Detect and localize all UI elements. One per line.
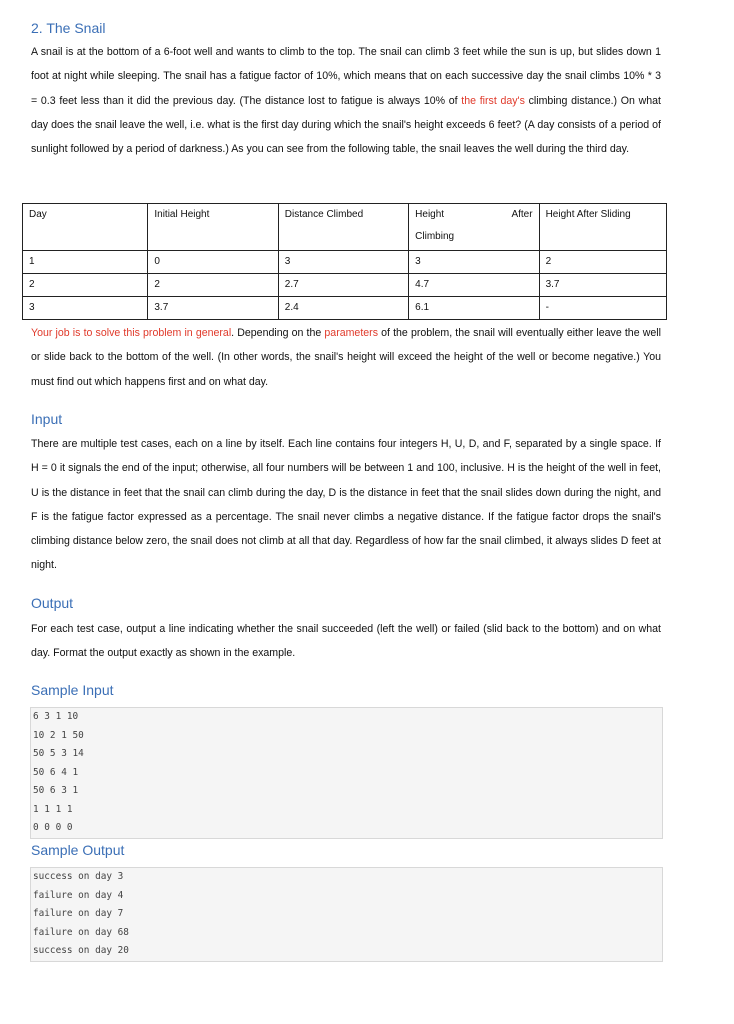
table-cell: 3 [23, 297, 148, 320]
code-line: 6 3 1 10 [33, 711, 79, 722]
code-line: failure on day 7 [33, 908, 124, 919]
table-cell: 2 [539, 251, 666, 274]
table-cell: 6.1 [409, 297, 539, 320]
table-row [23, 274, 667, 297]
header-word-climbing: Climbing [415, 231, 455, 242]
table-cell: 2.7 [278, 274, 408, 297]
parameters-highlight: parameters [324, 327, 378, 339]
job-highlight: Your job is to solve this problem in general [31, 327, 232, 339]
table-cell: 3 [409, 251, 539, 274]
table-row [23, 251, 667, 274]
table-cell: 3.7 [148, 297, 278, 320]
table-cell: 2.4 [278, 297, 408, 320]
sample-output-box [30, 867, 663, 962]
job-paragraph [31, 321, 661, 394]
code-line: 50 6 4 1 [33, 766, 79, 778]
intro-text-2: climbing distance.) On what day does the snail leave the well, i.e. what is the first day during which the snail's height exceeds 6 feet? (A day consists of a period of sunlight followed by a period of darkness.) As you can see from the following table, the snail leaves the well during the third day. [31, 94, 661, 156]
table-header-cell: Initial Height [148, 204, 278, 251]
job-text-2: of the problem, the snail will eventually either leave the well or slide back to the bottom of the well. (In other words, the snail's height will exceed the height of the well or become negative.) You must find out which happens first and on what day. [31, 327, 661, 388]
intro-text-1: A snail is at the bottom of a 6-foot well and wants to climb to the top. The snail can climb 3 feet while the sun is up, but slides down 1 foot at night while sleeping. The snail has a fatigue factor of 10%, which means that on each successive day the snail climbs 10% * 3 = 0.3 feet less than it did the previous day. (The distance lost to fatigue is always 10% of [31, 46, 661, 107]
sample-output-heading: Sample Output [31, 842, 125, 858]
code-line: 0 0 0 0 [33, 822, 73, 833]
intro-paragraph [31, 40, 661, 161]
code-line: 1 1 1 1 [33, 803, 73, 815]
sample-input-heading: Sample Input [31, 682, 114, 698]
job-text-1: . Depending on the [231, 327, 325, 339]
table-cell: 2 [23, 274, 148, 297]
section-title: 2. The Snail [31, 20, 106, 36]
table-cell: - [539, 297, 666, 320]
intro-highlight: the first day's [461, 94, 525, 107]
code-line: failure on day 68 [33, 926, 129, 938]
snail-table [22, 203, 667, 320]
table-cell: 0 [148, 251, 278, 274]
table-cell: 3 [278, 251, 408, 274]
code-line: success on day 3 [33, 871, 124, 882]
table-cell: 1 [23, 251, 148, 274]
output-heading: Output [31, 595, 74, 611]
table-cell: 2 [148, 274, 278, 297]
sample-input-box [30, 707, 663, 839]
code-line: 10 2 1 50 [33, 729, 84, 741]
code-line: 50 6 3 1 [33, 785, 79, 796]
input-paragraph: There are multiple test cases, each on a line by itself. Each line contains four integers H, U, D, and F, separated by a single space. If H = 0 it signals the end of the input; otherwise, all four numbers will be between 1 and 100, inclusive. H is the height of the well in feet, U is the distance in feet that the snail can climb during the day, D is the distance in feet that the snail slides down during the night, and F is the fatigue factor expressed as a percentage. The snail never climbs a negative distance. If the fatigue factor drops the snail's climbing distance below zero, the snail does not climb at all that day. Regardless of how far the snail climbed, it always slides D feet at night. [31, 438, 661, 572]
table-header-cell: Distance Climbed [278, 204, 408, 251]
table-header-row [23, 204, 667, 251]
table-cell: 4.7 [409, 274, 539, 297]
header-word-after: After [511, 209, 533, 220]
input-heading: Input [31, 411, 63, 427]
table-row [23, 297, 667, 320]
code-line: success on day 20 [33, 945, 129, 956]
table-cell: 3.7 [539, 274, 666, 297]
output-paragraph: For each test case, output a line indicating whether the snail succeeded (left the well) or failed (slid back to the bottom) and on what day. Format the output exactly as shown in the example. [31, 623, 661, 660]
table-header-cell [409, 204, 539, 251]
table-header-cell: Day [23, 204, 148, 251]
header-word-height: Height [415, 209, 445, 220]
table-header-cell: Height After Sliding [539, 204, 666, 251]
code-line: 50 5 3 14 [33, 748, 84, 759]
code-line: failure on day 4 [33, 889, 124, 901]
